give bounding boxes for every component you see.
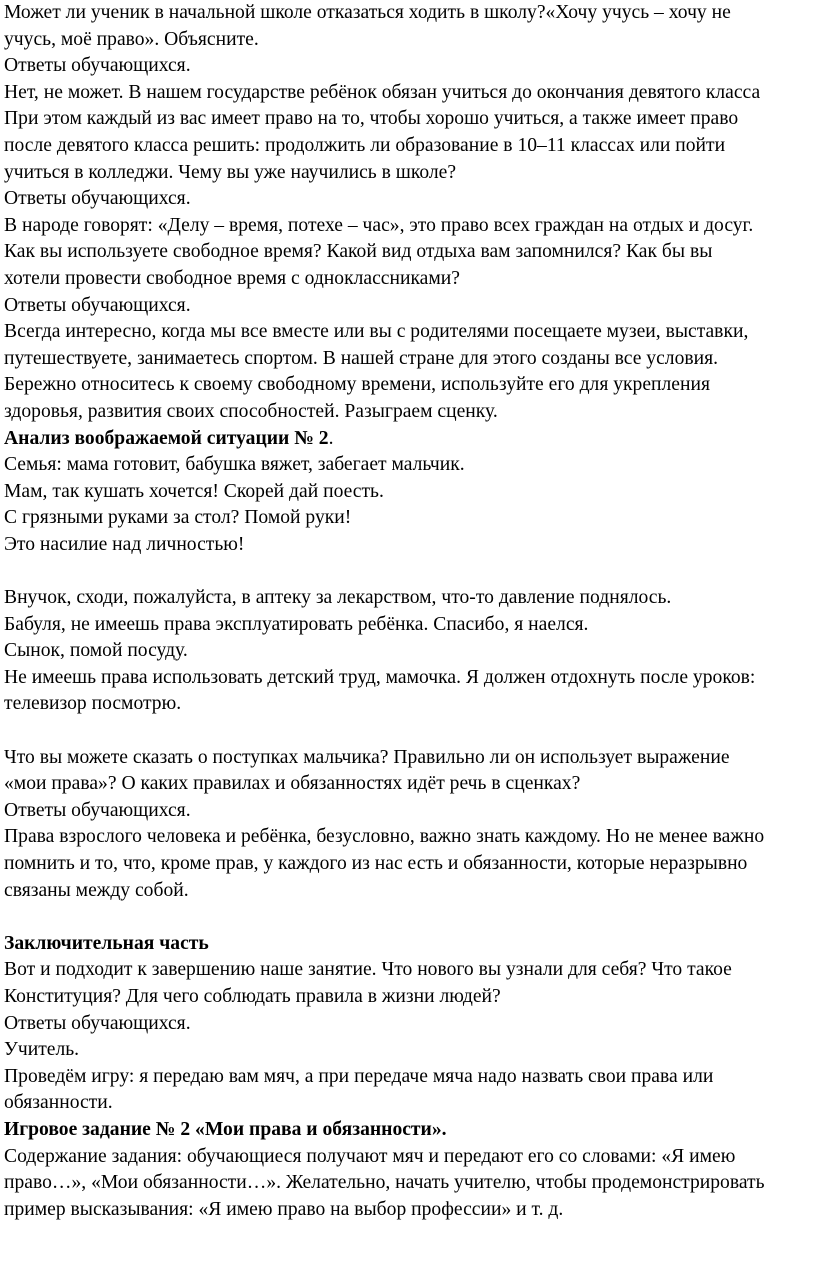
text-line: С грязными руками за стол? Помой руки! <box>4 507 352 529</box>
text-line: помнить и то, что, кроме прав, у каждого из нас есть и обязанности, которые неразрывно <box>4 853 748 874</box>
text-line: Ответы обучающихся. <box>4 294 191 316</box>
section-heading: Анализ воображаемой ситуации № 2 <box>4 427 329 449</box>
section-heading-line <box>4 426 816 453</box>
text-line: Вот и подходит к завершению наше занятие. Что нового вы узнали для себя? Что такое <box>4 959 732 981</box>
text-line: Содержание задания: обучающиеся получают мяч и передают его со словами: «Я имею <box>4 1145 736 1167</box>
text-line: В народе говорят: «Делу – время, потехе – час», это право всех граждан на отдых и досуг. <box>4 214 754 236</box>
text-line: Как вы используете свободное время? Какой вид отдыха вам запомнился? Как бы вы <box>4 241 713 263</box>
text-line: Это насилие над личностью! <box>4 533 245 555</box>
text-line: Всегда интересно, когда мы все вместе или вы с родителями посещаете музеи, выставки, <box>4 321 749 343</box>
text-line: право…», «Мои обязанности…». Желательно, начать учителю, чтобы продемонстрировать <box>4 1172 765 1194</box>
text-line: после девятого класса решить: продолжить ли образование в 10–11 классах или пойти <box>4 134 726 156</box>
text-line: Ответы обучающихся. <box>4 799 191 821</box>
text-line: Бабуля, не имеешь права эксплуатировать ребёнка. Спасибо, я наелся. <box>4 613 589 635</box>
text-line: При этом каждый из вас имеет право на то, чтобы хорошо учиться, а также имеет право <box>4 108 739 130</box>
text-line: Учитель. <box>4 1039 80 1061</box>
text-line: Что вы можете сказать о поступках мальчика? Правильно ли он использует выражение <box>4 746 730 768</box>
text-line: Бережно относитесь к своему свободному времени, используйте его для укрепления <box>4 374 710 396</box>
text-line: здоровья, развития своих способностей. Разыграем сценку. <box>4 400 498 422</box>
text-line: хотели провести свободное время с одноклассниками? <box>4 267 460 289</box>
text-line: Может ли ученик в начальной школе отказаться ходить в школу?«Хочу учусь – хочу не <box>4 2 731 23</box>
text-line: обязанности. <box>4 1092 113 1114</box>
text-line: Не имеешь права использовать детский труд, мамочка. Я должен отдохнуть после уроков: <box>4 666 756 688</box>
section-heading: Заключительная часть <box>4 932 209 954</box>
text-line: Нет, не может. В нашем государстве ребёнок обязан учиться до окончания девятого класса <box>4 81 761 103</box>
text-line: путешествуете, занимаетесь спортом. В нашей стране для этого созданы все условия. <box>4 347 719 369</box>
text-line: учусь, моё право». Объясните. <box>4 28 259 50</box>
text-line: Ответы обучающихся. <box>4 55 191 77</box>
text-line: Ответы обучающихся. <box>4 1012 191 1034</box>
text-line: Конституция? Для чего соблюдать правила в жизни людей? <box>4 985 501 1007</box>
blank-line <box>4 904 816 931</box>
text-line: телевизор посмотрю. <box>4 693 182 715</box>
blank-line <box>4 558 816 585</box>
blank-line <box>4 718 816 745</box>
document-body <box>4 0 816 1223</box>
section-heading: Игровое задание № 2 «Мои права и обязанности». <box>4 1118 447 1140</box>
text-line: Внучок, сходи, пожалуйста, в аптеку за лекарством, что-то давление поднялось. <box>4 587 672 609</box>
heading-period: . <box>328 427 334 449</box>
text-line: пример высказывания: «Я имею право на выбор профессии» и т. д. <box>4 1198 564 1220</box>
text-line: Мам, так кушать хочется! Скорей дай поесть. <box>4 480 384 502</box>
text-line: Сынок, помой посуду. <box>4 640 188 662</box>
text-line: Семья: мама готовит, бабушка вяжет, забегает мальчик. <box>4 454 465 476</box>
text-line: Ответы обучающихся. <box>4 188 191 210</box>
text-line: Права взрослого человека и ребёнка, безусловно, важно знать каждому. Но не менее важно <box>4 826 765 848</box>
text-line: «мои права»? О каких правилах и обязанностях идёт речь в сценках? <box>4 773 581 795</box>
text-line: Проведём игру: я передаю вам мяч, а при передаче мяча надо назвать свои права или <box>4 1065 714 1087</box>
text-line: учиться в колледжи. Чему вы уже научились в школе? <box>4 161 457 183</box>
text-line: связаны между собой. <box>4 879 189 901</box>
